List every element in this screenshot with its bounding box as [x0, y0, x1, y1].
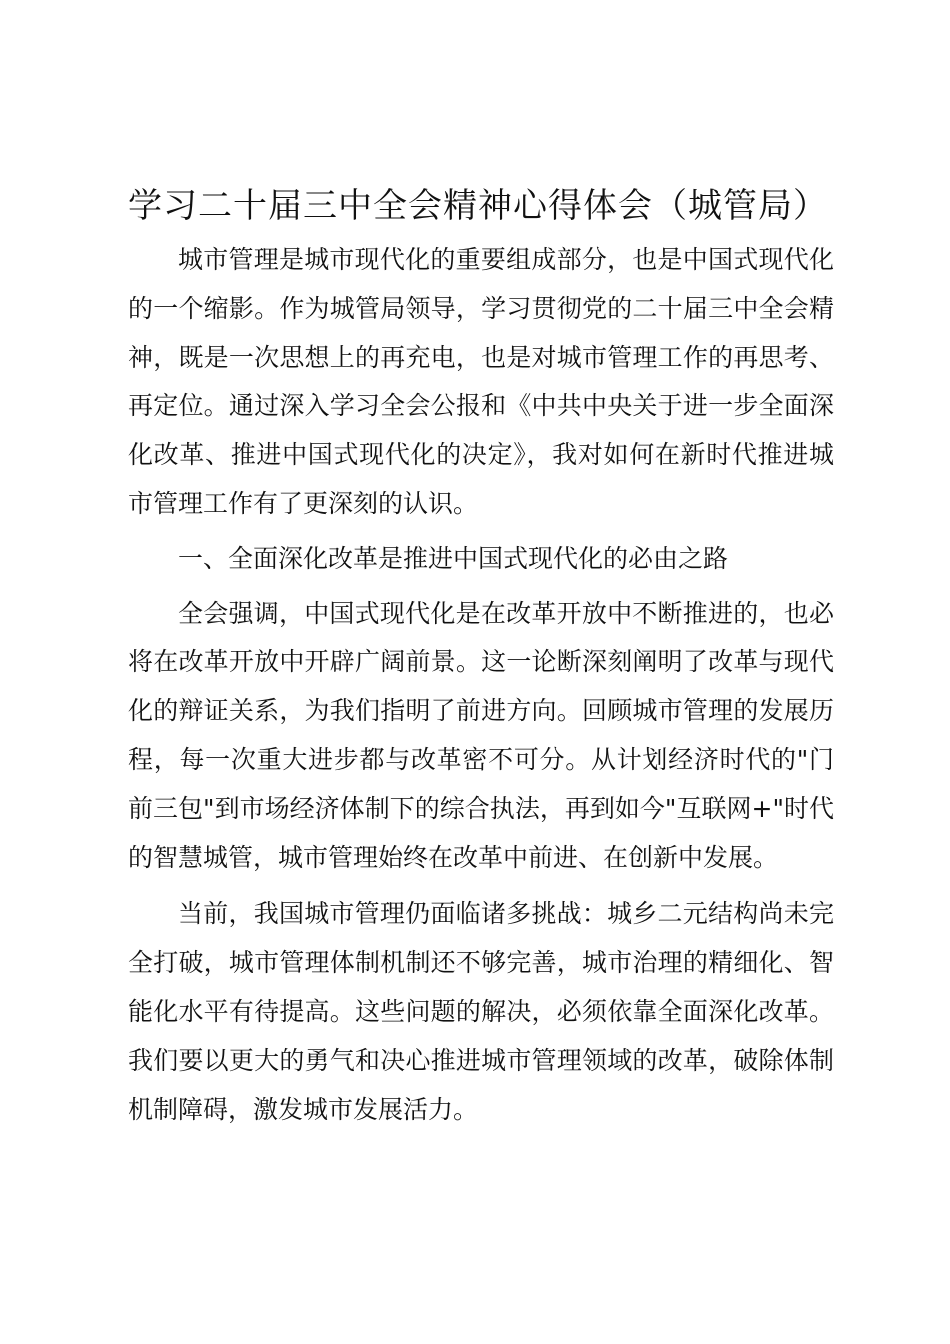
document-title: 学习二十届三中全会精神心得体会（城管局）: [128, 186, 828, 226]
section-heading: 一、全面深化改革是推进中国式现代化的必由之路: [178, 543, 729, 573]
body-paragraph: 当前，我国城市管理仍面临诸多挑战：城乡二元结构尚未完全打破，城市管理体制机制还不够完善，城市治理的精细化、智能化水平有待提高。这些问题的解决，必须依靠全面深化改革。我们要以更大的勇气和决心推进城市管理领域的改革，破除体制机制障碍，激发城市发展活力。: [128, 899, 834, 1124]
document-body: [128, 178, 834, 1134]
intro-paragraph: 城市管理是城市现代化的重要组成部分，也是中国式现代化的一个缩影。作为城管局领导，学习贯彻党的二十届三中全会精神，既是一次思想上的再充电，也是对城市管理工作的再思考、再定位。通过深入学习全会公报和《中共中央关于进一步全面深化改革、推进中国式现代化的决定》，我对如何在新时代推进城市管理工作有了更深刻的认识。: [128, 245, 834, 518]
body-paragraph: 全会强调，中国式现代化是在改革开放中不断推进的，也必将在改革开放中开辟广阔前景。这一论断深刻阐明了改革与现代化的辩证关系，为我们指明了前进方向。回顾城市管理的发展历程，每一次重大进步都与改革密不可分。从计划经济时代的"门前三包"到市场经济体制下的综合执法，再到如今"互联网+"时代的智慧城管，城市管理始终在改革中前进、在创新中发展。: [128, 598, 834, 872]
